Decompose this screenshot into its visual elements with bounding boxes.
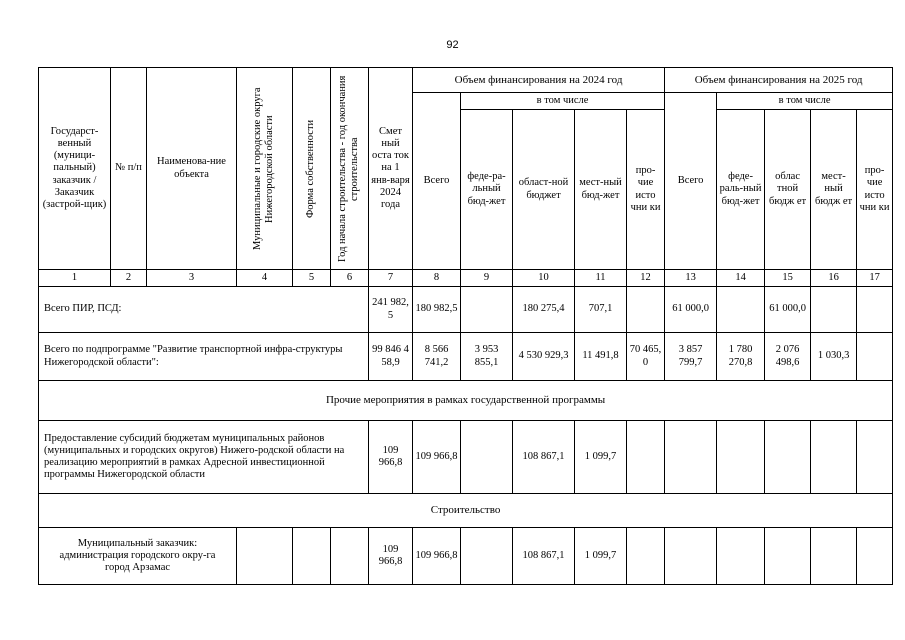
cell-estimate: 109 966,8: [369, 421, 413, 494]
row-label: Всего по подпрограмме "Развитие транспортной инфра-структуры Нижегородской области":: [39, 333, 369, 381]
cell-total-2025: 61 000,0: [665, 287, 717, 333]
cell-federal-2024: [461, 421, 513, 494]
table-row-subprogram: [39, 333, 893, 381]
column-number: 3: [147, 270, 237, 287]
header-total-2025: Всего: [665, 93, 717, 270]
cell-total-2024: 8 566 741,2: [413, 333, 461, 381]
header-federal-2024: феде-ра-льный бюд-жет: [461, 110, 513, 270]
cell-other-2024: [627, 421, 665, 494]
header-regional-2024: област-ной бюджет: [513, 110, 575, 270]
header-fin-2025: Объем финансирования на 2025 год: [665, 68, 893, 93]
cell-federal-2025: 1 780 270,8: [717, 333, 765, 381]
financing-table: [38, 67, 893, 585]
cell-other-2024: [627, 528, 665, 585]
column-number: 1: [39, 270, 111, 287]
cell-estimate: 241 982,5: [369, 287, 413, 333]
cell-total-2024: 180 982,5: [413, 287, 461, 333]
cell-local-2025: [811, 287, 857, 333]
row-label: Предоставление субсидий бюджетам муниципальных районов (муниципальных и городских округов) Нижего-родской области на реализацию мероприятий в рамках Адресной инвестиционной программы Нижегородской области: [39, 421, 369, 494]
column-number: 8: [413, 270, 461, 287]
header-years-text: Год начала строительства - год окончания строительства: [337, 75, 361, 262]
cell-regional-2025: 61 000,0: [765, 287, 811, 333]
cell-federal-2024: [461, 287, 513, 333]
cell-estimate: 99 846 458,9: [369, 333, 413, 381]
cell-local-2025: 1 030,3: [811, 333, 857, 381]
table-row-pir: [39, 287, 893, 333]
cell-total-2024: 109 966,8: [413, 421, 461, 494]
header-regional-2025: облас тной бюдж ет: [765, 110, 811, 270]
cell-local-2024: 1 099,7: [575, 421, 627, 494]
page-number: 92: [446, 39, 459, 51]
header-including-2024: в том числе: [461, 93, 665, 110]
cell-federal-2025: [717, 287, 765, 333]
cell-other-2025: [857, 287, 893, 333]
column-number: 17: [857, 270, 893, 287]
cell-local-2025: [811, 421, 857, 494]
column-number: 10: [513, 270, 575, 287]
header-ownership: [293, 68, 331, 270]
cell-regional-2025: 2 076 498,6: [765, 333, 811, 381]
cell-other-2025: [857, 333, 893, 381]
row-label: Всего ПИР, ПСД:: [39, 287, 369, 333]
column-number: 14: [717, 270, 765, 287]
header-object-name: Наименова-ние объекта: [147, 68, 237, 270]
column-number: 12: [627, 270, 665, 287]
cell-regional-2025: [765, 528, 811, 585]
header-local-2025: мест-ный бюдж ет: [811, 110, 857, 270]
cell-federal-2024: 3 953 855,1: [461, 333, 513, 381]
cell-other-2025: [857, 528, 893, 585]
cell-municipality: [237, 528, 293, 585]
header-other-2024: про-чие исто чни ки: [627, 110, 665, 270]
header-fin-2024: Объем финансирования на 2024 год: [413, 68, 665, 93]
header-including-2025: в том числе: [717, 93, 893, 110]
header-years: [331, 68, 369, 270]
column-number: 5: [293, 270, 331, 287]
header-other-2025: про-чие исто чни ки: [857, 110, 893, 270]
cell-total-2024: 109 966,8: [413, 528, 461, 585]
cell-other-2025: [857, 421, 893, 494]
header-local-2024: мест-ный бюд-жет: [575, 110, 627, 270]
cell-local-2025: [811, 528, 857, 585]
cell-local-2024: 707,1: [575, 287, 627, 333]
cell-regional-2024: 108 867,1: [513, 528, 575, 585]
column-number: 7: [369, 270, 413, 287]
header-total-2024: Всего: [413, 93, 461, 270]
cell-regional-2025: [765, 421, 811, 494]
header-ownership-text: Форма собственности: [305, 119, 317, 218]
column-number: 16: [811, 270, 857, 287]
cell-regional-2024: 4 530 929,3: [513, 333, 575, 381]
column-number: 4: [237, 270, 293, 287]
column-number: 11: [575, 270, 627, 287]
header-num: № п/п: [111, 68, 147, 270]
section-row-other: [39, 381, 893, 421]
column-number: 13: [665, 270, 717, 287]
table-row-arzamas: [39, 528, 893, 585]
header-estimate: Смет ный оста ток на 1 янв-варя 2024 года: [369, 68, 413, 270]
cell-regional-2024: 108 867,1: [513, 421, 575, 494]
cell-federal-2025: [717, 421, 765, 494]
cell-total-2025: 3 857 799,7: [665, 333, 717, 381]
cell-years: [331, 528, 369, 585]
cell-federal-2025: [717, 528, 765, 585]
cell-total-2025: [665, 528, 717, 585]
header-customer: Государст-венный (муници-пальный) заказчик / Заказчик (застрой-щик): [39, 68, 111, 270]
cell-other-2024: 70 465, 0: [627, 333, 665, 381]
cell-regional-2024: 180 275,4: [513, 287, 575, 333]
cell-ownership: [293, 528, 331, 585]
column-number: 9: [461, 270, 513, 287]
column-number: 15: [765, 270, 811, 287]
cell-local-2024: 11 491,8: [575, 333, 627, 381]
section-title: Прочие мероприятия в рамках государственной программы: [39, 381, 893, 421]
table-row-subsidies: [39, 421, 893, 494]
column-number-row: [39, 270, 893, 287]
cell-estimate: 109 966,8: [369, 528, 413, 585]
section-row-construction: [39, 494, 893, 528]
cell-local-2024: 1 099,7: [575, 528, 627, 585]
header-municipality-text: Муниципальные и городские округа Нижегородской области: [252, 87, 276, 250]
header-municipality: [237, 68, 293, 270]
cell-other-2024: [627, 287, 665, 333]
cell-federal-2024: [461, 528, 513, 585]
header-federal-2025: феде-раль-ный бюд-жет: [717, 110, 765, 270]
section-title: Строительство: [39, 494, 893, 528]
cell-total-2025: [665, 421, 717, 494]
column-number: 6: [331, 270, 369, 287]
row-label: Муниципальный заказчик: администрация городского окру-га город Арзамас: [39, 528, 237, 585]
column-number: 2: [111, 270, 147, 287]
